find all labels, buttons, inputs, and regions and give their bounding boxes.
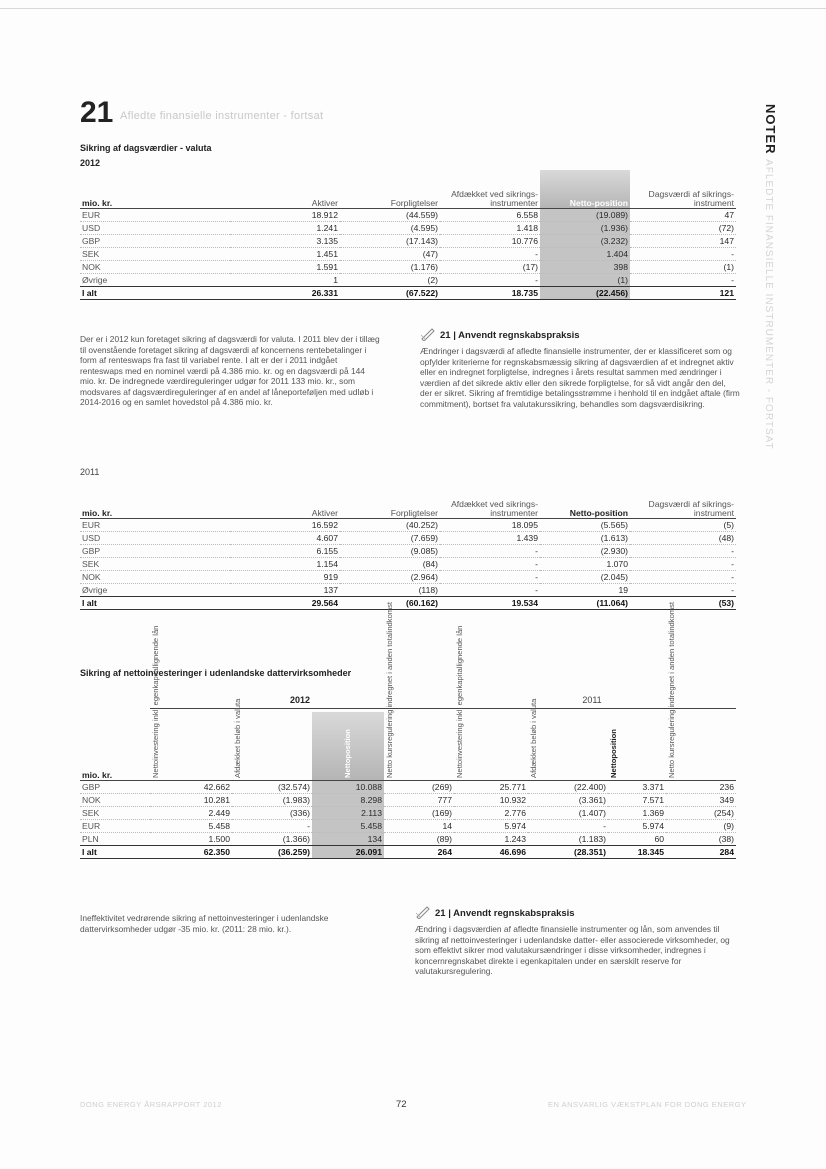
table-cell: 18.912 — [230, 208, 340, 221]
table-cell: (118) — [340, 583, 440, 596]
col-liabilities: Forpligtelser — [340, 170, 440, 208]
table-cell: 1.451 — [230, 247, 340, 260]
table-cell: 10.932 — [454, 793, 528, 806]
row-label: NOK — [80, 793, 150, 806]
table-cell: (5) — [630, 518, 736, 531]
table-cell: - — [630, 583, 736, 596]
policy1-text: Ændringer i dagsværdi af afledte finansielle instrumenter, der er klassificeret som og opfylder kriterierne for regnskabsmæssig sikring af dagsværdien af et indregnet aktiv eller en indregnet forpligtelse, indregnes i årets resultat sammen med ændringer i værdien af det sikrede aktiv eller den sikrede forpligtelse, for så vidt angår den del, der er sikret. Sikring af fremtidige betalingsstrømme i henhold til en indgået aftale (firm commitment), bortset fra valutakurssikring, behandles som dagsværdisikring. — [420, 346, 740, 409]
year-2011-label: 2011 — [582, 695, 602, 705]
table-row — [80, 832, 736, 845]
table-cell: 6.558 — [440, 208, 540, 221]
table-row — [80, 208, 736, 221]
table-cell: (1.613) — [540, 531, 630, 544]
table-cell: 1.404 — [540, 247, 630, 260]
top-rule — [0, 8, 826, 9]
col-fair-value: Dagsværdi af sikrings-instrument — [630, 480, 736, 518]
table-cell: (2.930) — [540, 544, 630, 557]
row-label: SEK — [80, 557, 230, 570]
table-cell: (4.595) — [340, 221, 440, 234]
page-number: 72 — [396, 1099, 407, 1110]
table-cell: (44.559) — [340, 208, 440, 221]
total-cell: 18.735 — [440, 286, 540, 299]
total-cell: 26.331 — [230, 286, 340, 299]
total-cell: 18.345 — [608, 845, 666, 858]
table-cell: 5.458 — [150, 819, 232, 832]
table-cell: 2.113 — [312, 806, 384, 819]
table-cell: - — [440, 544, 540, 557]
pencil-icon — [415, 905, 431, 922]
table-cell: 1.243 — [454, 832, 528, 845]
table-cell: 1.070 — [540, 557, 630, 570]
row-label: EUR — [80, 518, 230, 531]
table-cell: (336) — [232, 806, 312, 819]
table-row — [80, 531, 736, 544]
table-row — [80, 544, 736, 557]
year-2011-header — [448, 690, 736, 709]
table-cell: 1.500 — [150, 832, 232, 845]
table-cell: (72) — [630, 221, 736, 234]
table-cell: (38) — [666, 832, 736, 845]
row-label: Øvrige — [80, 273, 230, 286]
table-cell: 2.776 — [454, 806, 528, 819]
row-label: NOK — [80, 260, 230, 273]
col-hedged-amount-2011: Afdækket beløb i valuta — [529, 698, 538, 778]
table-cell: 18.095 — [440, 518, 540, 531]
table-cell: 19 — [540, 583, 630, 596]
table-cell: 236 — [666, 780, 736, 793]
note-title: Afledte finansielle instrumenter - fortsat — [120, 110, 324, 122]
col-unit: mio. kr. — [80, 712, 150, 780]
table-cell: - — [440, 557, 540, 570]
table-cell: (17) — [440, 260, 540, 273]
row-label: GBP — [80, 544, 230, 557]
table-cell: (2) — [340, 273, 440, 286]
table-cell: (84) — [340, 557, 440, 570]
table-cell: 14 — [384, 819, 454, 832]
table-cell: 5.458 — [312, 819, 384, 832]
col-net-position-2012: Nettoposition — [342, 728, 352, 778]
col-net-position: Netto-position — [540, 480, 630, 518]
table-cell: (2.964) — [340, 570, 440, 583]
col-fx-adjustment-2011: Netto kursregulering indregnet i anden totalindkomst — [667, 601, 676, 778]
col-unit: mio. kr. — [80, 170, 230, 208]
table-cell: - — [630, 544, 736, 557]
table-cell: (9.085) — [340, 544, 440, 557]
table-cell: 6.155 — [230, 544, 340, 557]
col-net-investment-2011: Nettoinvestering inkl. egenkapitallignende lån — [455, 625, 464, 778]
total-cell: (28.351) — [528, 845, 608, 858]
table-cell: - — [630, 557, 736, 570]
table-cell: (3.361) — [528, 793, 608, 806]
table-cell: (1.176) — [340, 260, 440, 273]
section1-paragraph: Der er i 2012 kun foretaget sikring af dagsværdi for valuta. I 2011 blev der i tillæg til ovenstående foretaget sikring af dagsværdi af koncernens rentebetalinger i form af renteswaps fra fast til variabel rente. I alt er der i 2011 indgået renteswaps med en nominel værdi på 4.386 mio. kr. og en dagsværdi på 144 mio. kr. De indregnede værdireguleringer udgør for 2011 133 mio. kr., som modsvares af dagsværdireguleringer af en andel af låneporteføljen med udløb i 2014-2016 og en samlet hovedstol på 4.386 mio. kr. — [80, 334, 380, 407]
table-cell: 25.771 — [454, 780, 528, 793]
side-label-main: NOTER — [763, 104, 778, 155]
total-label: I alt — [80, 286, 230, 299]
total-cell: 62.350 — [150, 845, 232, 858]
col-fx-adjustment-2012: Netto kursregulering indregnet i anden totalindkomst — [385, 601, 394, 778]
col-hedged-amount-2012: Afdækket beløb i valuta — [233, 698, 242, 778]
table-cell: 10.088 — [312, 780, 384, 793]
total-label: I alt — [80, 596, 230, 609]
table-cell: (1.936) — [540, 221, 630, 234]
total-cell: 46.696 — [454, 845, 528, 858]
table-cell: - — [630, 570, 736, 583]
table-cell: (32.574) — [232, 780, 312, 793]
table-row — [80, 247, 736, 260]
table-cell: 8.298 — [312, 793, 384, 806]
table-row — [80, 221, 736, 234]
row-label: GBP — [80, 234, 230, 247]
col-net-position: Netto-position — [540, 170, 630, 208]
total-row — [80, 596, 736, 609]
table-cell: (3.232) — [540, 234, 630, 247]
table-cell: 137 — [230, 583, 340, 596]
table-cell: (22.400) — [528, 780, 608, 793]
table-cell: (47) — [340, 247, 440, 260]
col-assets: Aktiver — [230, 170, 340, 208]
row-label: SEK — [80, 247, 230, 260]
table-cell: (1) — [630, 260, 736, 273]
table-cell: - — [630, 273, 736, 286]
table-cell: 1.439 — [440, 531, 540, 544]
table-cell: 777 — [384, 793, 454, 806]
table-cell: 10.281 — [150, 793, 232, 806]
note-number: 21 — [80, 96, 114, 129]
table-cell: 10.776 — [440, 234, 540, 247]
table-cell: 47 — [630, 208, 736, 221]
side-label-sub: AFLEDTE FINANSIELLE INSTRUMENTER - FORTSAT — [763, 159, 774, 450]
year-2012-label: 2012 — [289, 695, 311, 705]
table-cell: 1.241 — [230, 221, 340, 234]
row-label: EUR — [80, 208, 230, 221]
table-cell: 16.592 — [230, 518, 340, 531]
table-cell: 1 — [230, 273, 340, 286]
total-cell: (22.456) — [540, 286, 630, 299]
footer-left: DONG ENERGY ÅRSRAPPORT 2012 — [80, 1100, 222, 1109]
section1-policy — [420, 327, 740, 409]
row-label: PLN — [80, 832, 150, 845]
col-net-position-2011: Nettoposition — [609, 728, 618, 778]
table-cell: (19.089) — [540, 208, 630, 221]
table-cell: 1.418 — [440, 221, 540, 234]
table-cell: (40.252) — [340, 518, 440, 531]
table-cell: (5.565) — [540, 518, 630, 531]
col-hedged: Afdækket ved sikrings-instrumenter — [440, 480, 540, 518]
table-cell: 3.371 — [608, 780, 666, 793]
table-cell: (89) — [384, 832, 454, 845]
table2011-year: 2011 — [80, 467, 100, 477]
row-label: NOK — [80, 570, 230, 583]
total-cell: 264 — [384, 845, 454, 858]
table-cell: 147 — [630, 234, 736, 247]
table-row — [80, 260, 736, 273]
table-row — [80, 780, 736, 793]
table-cell: 5.974 — [454, 819, 528, 832]
table-cell: (1.183) — [528, 832, 608, 845]
total-cell: 121 — [630, 286, 736, 299]
table-cell: (269) — [384, 780, 454, 793]
row-label: Øvrige — [80, 583, 230, 596]
table-cell: (1.983) — [232, 793, 312, 806]
table-cell: 134 — [312, 832, 384, 845]
table-row — [80, 273, 736, 286]
total-cell: 29.564 — [230, 596, 340, 609]
row-label: SEK — [80, 806, 150, 819]
policy2-text: Ændring i dagsværdien af afledte finansielle instrumenter og lån, som anvendes til sikring af nettoinvesteringer i udenlandske datter- eller associerede virksomheder, og som effektivt sikrer mod valutakursændringer i disse virksomheder, indregnes i koncernregnskabet direkte i egenkapitalen under en særskilt reserve for valutakursregulering. — [415, 924, 730, 976]
table-row — [80, 518, 736, 531]
table-row — [80, 570, 736, 583]
table-cell: 349 — [666, 793, 736, 806]
table-cell: 1.369 — [608, 806, 666, 819]
table-row — [80, 234, 736, 247]
table-row — [80, 557, 736, 570]
table-cell: (1) — [540, 273, 630, 286]
col-unit: mio. kr. — [80, 480, 230, 518]
table-row — [80, 583, 736, 596]
table-cell: 4.607 — [230, 531, 340, 544]
table-cell: - — [440, 273, 540, 286]
section1-heading: Sikring af dagsværdier - valuta — [80, 143, 212, 153]
total-cell: 26.091 — [312, 845, 384, 858]
table-cell: 60 — [608, 832, 666, 845]
policy2-heading: 21 | Anvendt regnskabspraksis — [435, 908, 575, 920]
table-cell: 3.135 — [230, 234, 340, 247]
col-assets: Aktiver — [230, 480, 340, 518]
pencil-icon — [420, 327, 436, 344]
row-label: USD — [80, 221, 230, 234]
col-fair-value: Dagsværdi af sikrings-instrument — [630, 170, 736, 208]
table-cell: - — [232, 819, 312, 832]
table-cell: - — [528, 819, 608, 832]
footer-right: EN ANSVARLIG VÆKSTPLAN FOR DONG ENERGY — [548, 1100, 747, 1109]
table-row — [80, 793, 736, 806]
total-cell: (11.064) — [540, 596, 630, 609]
table-cell: (9) — [666, 819, 736, 832]
table-cell: 42.662 — [150, 780, 232, 793]
table-cell: 7.571 — [608, 793, 666, 806]
table-cell: (17.143) — [340, 234, 440, 247]
total-cell: (36.259) — [232, 845, 312, 858]
table-cell: - — [440, 570, 540, 583]
total-row — [80, 286, 736, 299]
table-fairvalue-2012 — [80, 170, 736, 300]
table-cell: 1.154 — [230, 557, 340, 570]
table-fairvalue-2011 — [80, 480, 736, 610]
total-label: I alt — [80, 845, 150, 858]
total-cell: (67.522) — [340, 286, 440, 299]
table-cell: (169) — [384, 806, 454, 819]
table-cell: - — [630, 247, 736, 260]
total-cell: 284 — [666, 845, 736, 858]
section2-policy — [415, 905, 735, 977]
year-2012-header — [150, 690, 450, 709]
table-cell: 919 — [230, 570, 340, 583]
table-cell: (7.659) — [340, 531, 440, 544]
table-cell: - — [440, 583, 540, 596]
table-cell: (254) — [666, 806, 736, 819]
table-cell: 398 — [540, 260, 630, 273]
section2-heading: Sikring af nettoinvesteringer i udenlandske dattervirksomheder — [80, 668, 352, 678]
table-cell: (1.366) — [232, 832, 312, 845]
col-net-investment-2012: Nettoinvestering inkl. egenkapitallignende lån — [151, 625, 160, 778]
total-cell: 19.534 — [440, 596, 540, 609]
total-row — [80, 845, 736, 858]
table-cell: (1.407) — [528, 806, 608, 819]
table-cell: 2.449 — [150, 806, 232, 819]
table-row — [80, 806, 736, 819]
row-label: USD — [80, 531, 230, 544]
policy1-heading: 21 | Anvendt regnskabspraksis — [440, 330, 580, 342]
table2012-year: 2012 — [80, 158, 101, 168]
table-cell: 1.591 — [230, 260, 340, 273]
col-liabilities: Forpligtelser — [340, 480, 440, 518]
section2-paragraph: Ineffektivitet vedrørende sikring af nettoinvesteringer i udenlandske dattervirksomheder udgør -35 mio. kr. (2011: 28 mio. kr.). — [80, 913, 329, 934]
total-cell: (60.162) — [340, 596, 440, 609]
table-cell: 5.974 — [608, 819, 666, 832]
table-cell: (48) — [630, 531, 736, 544]
table-cell: (2.045) — [540, 570, 630, 583]
table-row — [80, 819, 736, 832]
row-label: EUR — [80, 819, 150, 832]
total-cell: (53) — [630, 596, 736, 609]
table-cell: - — [440, 247, 540, 260]
col-hedged: Afdækket ved sikrings-instrumenter — [440, 170, 540, 208]
row-label: GBP — [80, 780, 150, 793]
